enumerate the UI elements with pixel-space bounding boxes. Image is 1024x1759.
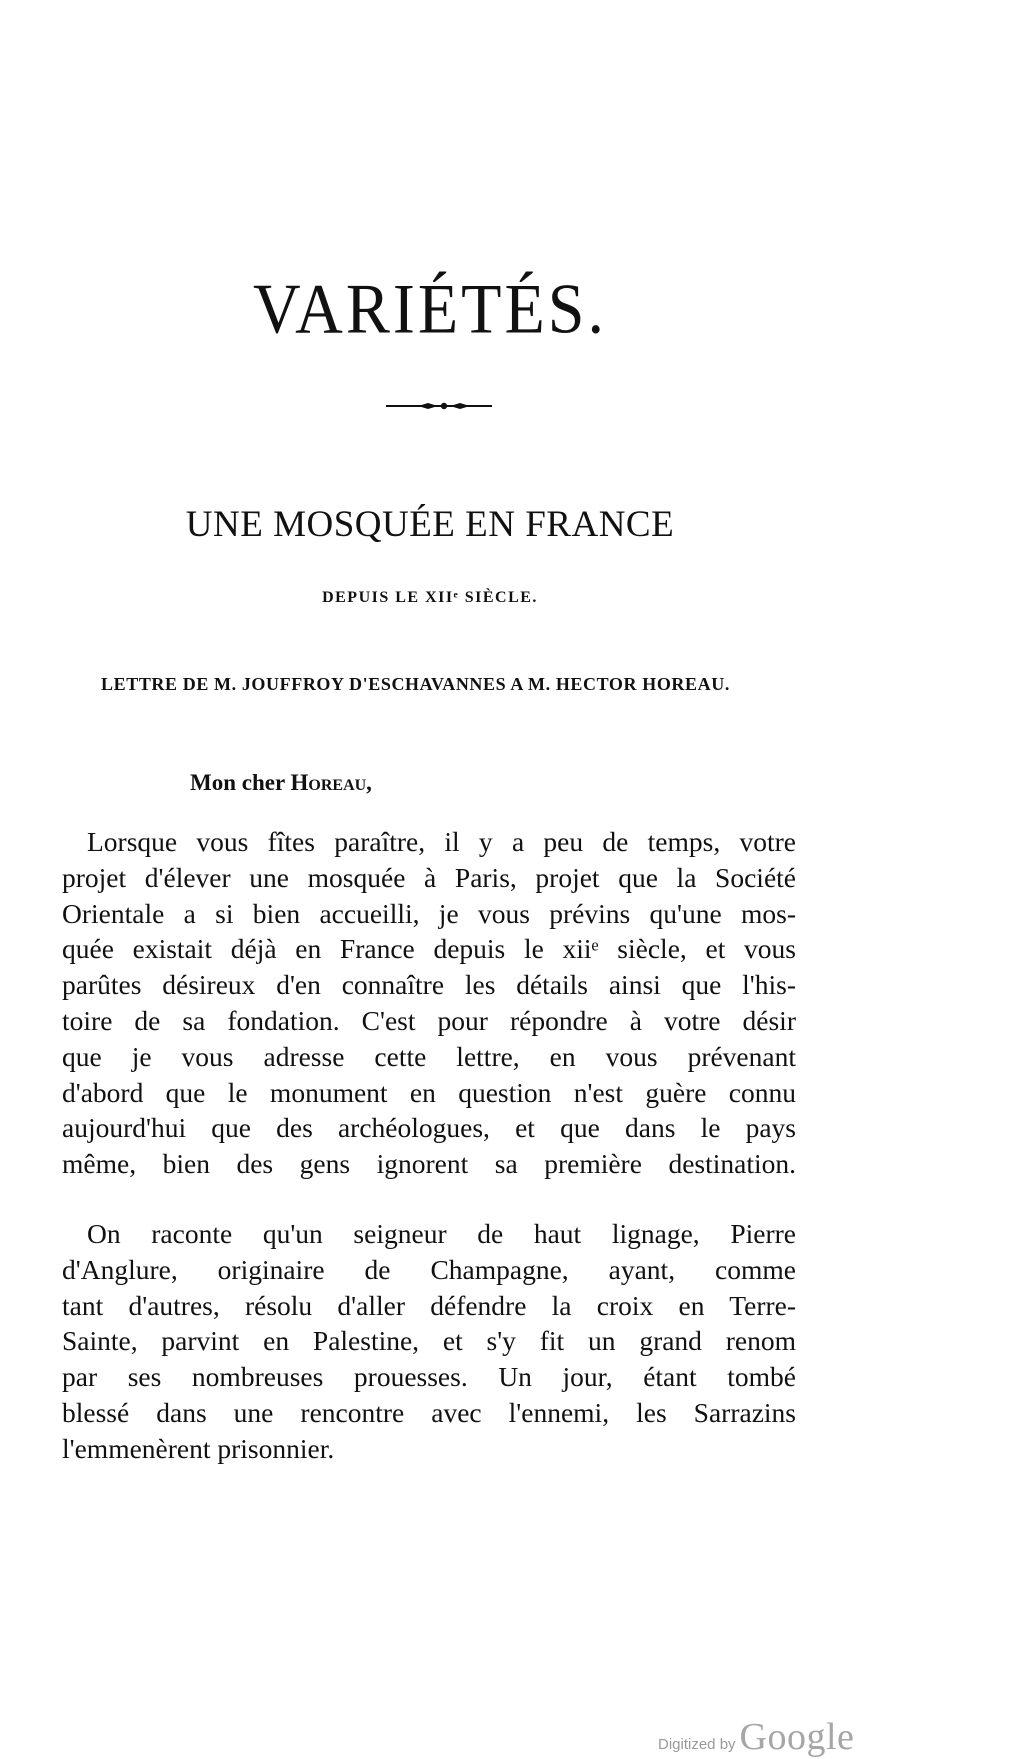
google-logo: Google xyxy=(739,1716,855,1758)
text-line: tant d'autres, résolu d'aller défendre la croix en Terre- xyxy=(62,1289,796,1321)
paragraph-2 xyxy=(62,1216,796,1467)
salutation xyxy=(190,770,372,796)
text-line: même, bien des gens ignorent sa première destination. xyxy=(62,1148,796,1180)
text-line: Sainte, parvint en Palestine, et s'y fit un grand renom xyxy=(62,1325,796,1357)
text-line: d'Anglure, originaire de Champagne, ayant, comme xyxy=(62,1253,796,1285)
article-subtitle: DEPUIS LE XIIᵉ SIÈCLE. xyxy=(322,589,538,606)
paragraph-1 xyxy=(62,824,796,1182)
digitized-watermark xyxy=(658,1715,854,1759)
text-line: toire de sa fondation. C'est pour répondre à votre désir xyxy=(62,1004,796,1036)
salutation-prefix: Mon cher xyxy=(190,770,285,795)
text-line: Lorsque vous fîtes paraître, il y a peu de temps, votre xyxy=(87,826,796,857)
letter-heading: LETTRE DE M. JOUFFROY D'ESCHAVANNES A M. HECTOR HOREAU. xyxy=(101,674,730,694)
text-line: projet d'élever une mosquée à Paris, projet que la Société xyxy=(62,861,796,893)
text-line: parûtes désireux d'en connaître les détails ainsi que l'his- xyxy=(62,969,796,1001)
text-line: quée existait déjà en France depuis le xiiᵉ siècle, et vous xyxy=(62,933,796,965)
text-line: aujourd'hui que des archéologues, et que dans le pays xyxy=(62,1112,796,1144)
text-line: l'emmenèrent prisonnier. xyxy=(62,1432,335,1464)
page-title: VARIÉTÉS. xyxy=(253,270,607,350)
text-line: On raconte qu'un seigneur de haut lignage, Pierre xyxy=(87,1218,796,1249)
text-line: d'abord que le monument en question n'est guère connu xyxy=(62,1076,796,1108)
text-line: Orientale a si bien accueilli, je vous prévins qu'une mos- xyxy=(62,897,796,929)
text-line: par ses nombreuses prouesses. Un jour, étant tombé xyxy=(62,1361,796,1393)
watermark-prefix: Digitized by xyxy=(658,1736,736,1753)
article-title: UNE MOSQUÉE EN FRANCE xyxy=(185,504,675,545)
text-line: blessé dans une rencontre avec l'ennemi, les Sarrazins xyxy=(62,1396,796,1428)
text-line: que je vous adresse cette lettre, en vous prévenant xyxy=(62,1040,796,1072)
ornament-divider xyxy=(384,400,494,412)
salutation-name: Horeau, xyxy=(290,770,372,795)
